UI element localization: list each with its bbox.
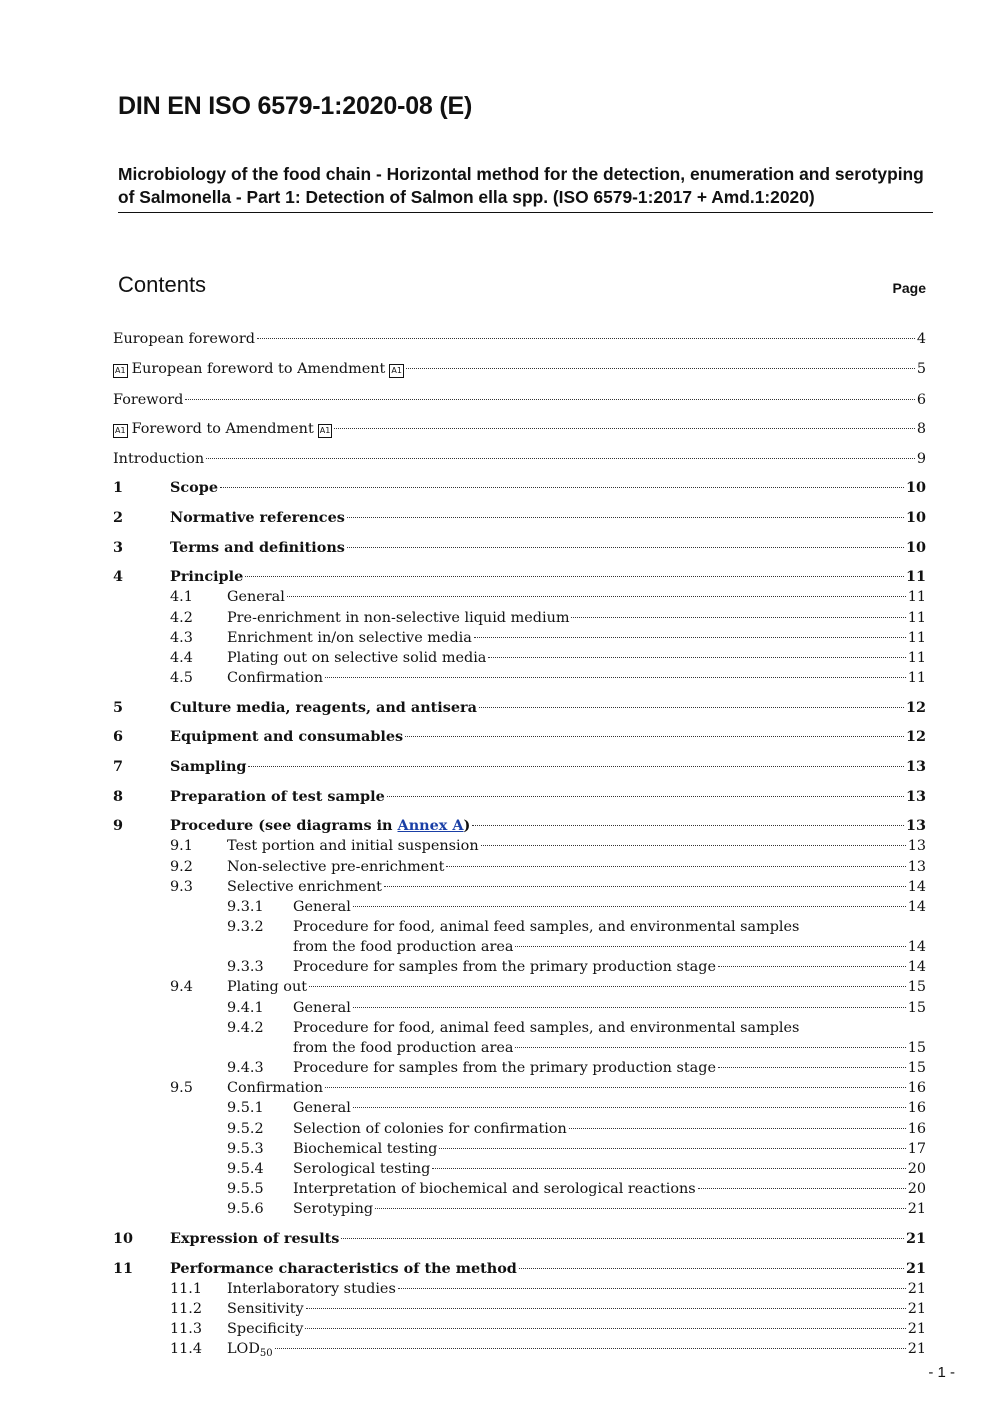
toc-page: 15 bbox=[907, 1060, 926, 1076]
toc-number: 9.5.2 bbox=[227, 1121, 264, 1137]
toc-entry[interactable] bbox=[113, 816, 926, 836]
toc-title: Enrichment in/on selective media bbox=[227, 630, 472, 646]
toc-title bbox=[170, 816, 470, 836]
toc-entry[interactable] bbox=[113, 538, 926, 558]
toc-number: 11.2 bbox=[170, 1301, 203, 1317]
toc-entry[interactable] bbox=[113, 977, 926, 997]
toc-page: 10 bbox=[905, 539, 926, 556]
toc-page: 12 bbox=[905, 728, 926, 745]
toc-entry[interactable] bbox=[113, 917, 926, 937]
toc-page: 10 bbox=[905, 509, 926, 526]
toc-number: 11.1 bbox=[170, 1281, 203, 1297]
toc-entry[interactable] bbox=[113, 1179, 926, 1199]
toc-page: 15 bbox=[907, 1000, 926, 1016]
toc-page: 13 bbox=[905, 788, 926, 805]
toc-number: 11.3 bbox=[170, 1321, 203, 1337]
toc-page: 11 bbox=[907, 589, 926, 605]
toc-title-prefix: Procedure (see diagrams in bbox=[170, 817, 398, 834]
toc-page: 21 bbox=[907, 1281, 926, 1297]
toc-page: 11 bbox=[907, 630, 926, 646]
dot-leader bbox=[446, 866, 905, 867]
toc-number: 9.3.1 bbox=[227, 899, 264, 915]
toc-title: European foreword bbox=[113, 331, 255, 347]
contents-heading: Contents bbox=[118, 272, 207, 297]
toc-page: 6 bbox=[916, 392, 926, 408]
dot-leader bbox=[698, 1188, 906, 1189]
toc-number: 11.4 bbox=[170, 1341, 203, 1357]
toc-number: 9.5.5 bbox=[227, 1181, 264, 1197]
toc-page: 9 bbox=[916, 451, 926, 467]
dot-leader bbox=[479, 707, 904, 708]
toc-number: 4.3 bbox=[170, 630, 193, 646]
toc-entry[interactable] bbox=[113, 1279, 926, 1299]
toc-title: Biochemical testing bbox=[293, 1141, 438, 1157]
dot-leader bbox=[287, 596, 906, 597]
toc-title: Equipment and consumables bbox=[170, 728, 404, 745]
toc-entry[interactable] bbox=[113, 449, 926, 469]
toc-entry[interactable] bbox=[113, 877, 926, 897]
toc-entry[interactable] bbox=[113, 1078, 926, 1098]
toc-title: General bbox=[293, 1100, 351, 1116]
dot-leader bbox=[353, 906, 906, 907]
dot-leader bbox=[571, 617, 905, 618]
toc-number: 9.5.1 bbox=[227, 1100, 264, 1116]
toc-entry[interactable] bbox=[113, 787, 926, 807]
toc-entry[interactable] bbox=[113, 1339, 926, 1359]
toc-page: 11 bbox=[907, 650, 926, 666]
toc-page: 12 bbox=[905, 699, 926, 716]
dot-leader bbox=[347, 547, 904, 548]
toc-title: Terms and definitions bbox=[170, 539, 345, 556]
toc-title: Serotyping bbox=[293, 1201, 374, 1217]
toc-title: Pre-enrichment in non-selective liquid medium bbox=[227, 610, 570, 626]
toc-title-text: LOD bbox=[227, 1341, 260, 1357]
toc-number: 9.5 bbox=[170, 1080, 193, 1096]
toc-title: Expression of results bbox=[170, 1230, 340, 1247]
toc-page: 14 bbox=[907, 939, 926, 955]
toc-number: 10 bbox=[113, 1230, 134, 1247]
toc-entry[interactable] bbox=[113, 1058, 926, 1078]
document-subtitle: Microbiology of the food chain - Horizontal method for the detection, enumeration and serotyping of Salmonella - Part 1: Detection of Salmon ella spp. (ISO 6579-1:2017 + Amd.1:2020) bbox=[118, 163, 933, 213]
toc-title: Confirmation bbox=[227, 670, 323, 686]
toc-entry[interactable] bbox=[113, 567, 926, 587]
toc-number: 9.5.6 bbox=[227, 1201, 264, 1217]
toc-number: 9 bbox=[113, 817, 124, 834]
toc-page: 11 bbox=[907, 670, 926, 686]
toc-entry[interactable] bbox=[113, 478, 926, 498]
toc-entry[interactable] bbox=[113, 1199, 926, 1219]
dot-leader bbox=[353, 1007, 906, 1008]
toc-title: Sampling bbox=[170, 758, 247, 775]
toc-entry-continuation[interactable] bbox=[113, 1038, 926, 1058]
toc-page: 21 bbox=[907, 1341, 926, 1357]
toc-title: Procedure for samples from the primary production stage bbox=[293, 1060, 716, 1076]
toc-page: 15 bbox=[907, 1040, 926, 1056]
dot-leader bbox=[481, 845, 906, 846]
toc-title: Test portion and initial suspension bbox=[227, 838, 479, 854]
toc-title: Introduction bbox=[113, 451, 205, 467]
toc-entry[interactable] bbox=[113, 1259, 926, 1279]
toc-page: 21 bbox=[905, 1260, 926, 1277]
dot-leader bbox=[306, 1308, 906, 1309]
dot-leader bbox=[206, 458, 915, 459]
toc-page: 13 bbox=[907, 838, 926, 854]
toc-entry[interactable] bbox=[113, 329, 926, 349]
toc-title: Foreword to Amendment bbox=[131, 421, 314, 437]
toc-number: 9.4.2 bbox=[227, 1020, 264, 1036]
dot-leader bbox=[185, 399, 915, 400]
toc-title: Serological testing bbox=[293, 1161, 431, 1177]
toc-title: Selective enrichment bbox=[227, 879, 382, 895]
toc-title: Principle bbox=[170, 568, 244, 585]
toc-page: 11 bbox=[905, 568, 926, 585]
dot-leader bbox=[375, 1208, 906, 1209]
toc-title: Procedure for food, animal feed samples, and environmental samples bbox=[293, 1020, 800, 1036]
page-number: - 1 - bbox=[928, 1364, 955, 1381]
toc-entry[interactable] bbox=[113, 1098, 926, 1118]
toc-page: 14 bbox=[907, 959, 926, 975]
dot-leader bbox=[245, 576, 904, 577]
toc-number: 9.1 bbox=[170, 838, 193, 854]
toc-entry[interactable] bbox=[113, 727, 926, 747]
toc-title: General bbox=[293, 899, 351, 915]
dot-leader bbox=[474, 637, 906, 638]
toc-title: Culture media, reagents, and antisera bbox=[170, 699, 477, 716]
toc-number: 9.5.4 bbox=[227, 1161, 264, 1177]
dot-leader bbox=[472, 825, 904, 826]
annex-a-link[interactable]: Annex A bbox=[397, 817, 464, 834]
toc-title: Interpretation of biochemical and serological reactions bbox=[293, 1181, 696, 1197]
dot-leader bbox=[305, 1328, 905, 1329]
toc-page: 21 bbox=[905, 1230, 926, 1247]
toc-number: 2 bbox=[113, 509, 124, 526]
toc-entry[interactable] bbox=[113, 1319, 926, 1339]
dot-leader bbox=[515, 946, 905, 947]
toc-title: Non-selective pre-enrichment bbox=[227, 859, 445, 875]
toc-number: 1 bbox=[113, 479, 124, 496]
toc-entry[interactable] bbox=[113, 698, 926, 718]
toc-title: Plating out bbox=[227, 979, 308, 995]
dot-leader bbox=[569, 1128, 906, 1129]
toc-number: 6 bbox=[113, 728, 124, 745]
toc-number: 9.4.3 bbox=[227, 1060, 264, 1076]
page-column-label: Page bbox=[892, 280, 926, 296]
dot-leader bbox=[718, 966, 906, 967]
dot-leader bbox=[405, 736, 904, 737]
dot-leader bbox=[275, 1348, 906, 1349]
amendment-start-marker: A1 bbox=[113, 424, 128, 438]
toc-page: 4 bbox=[916, 331, 926, 347]
toc-entry[interactable] bbox=[113, 897, 926, 917]
dot-leader bbox=[398, 1288, 906, 1289]
toc-entry[interactable] bbox=[113, 419, 926, 439]
toc-title: Procedure for samples from the primary production stage bbox=[293, 959, 716, 975]
toc-entry[interactable] bbox=[113, 648, 926, 668]
dot-leader bbox=[384, 886, 906, 887]
toc-page: 16 bbox=[907, 1080, 926, 1096]
toc-number: 8 bbox=[113, 788, 124, 805]
toc-number: 9.3.2 bbox=[227, 919, 264, 935]
dot-leader bbox=[519, 1268, 904, 1269]
toc-number: 4.1 bbox=[170, 589, 193, 605]
toc-page: 10 bbox=[905, 479, 926, 496]
dot-leader bbox=[257, 338, 915, 339]
toc-title: Preparation of test sample bbox=[170, 788, 385, 805]
toc-page: 5 bbox=[916, 361, 926, 377]
toc-entry[interactable] bbox=[113, 1119, 926, 1139]
toc-title: Confirmation bbox=[227, 1080, 323, 1096]
toc-entry[interactable] bbox=[113, 998, 926, 1018]
toc-page: 21 bbox=[907, 1321, 926, 1337]
toc-number: 9.3 bbox=[170, 879, 193, 895]
toc-number: 9.2 bbox=[170, 859, 193, 875]
toc-entry[interactable] bbox=[113, 508, 926, 528]
toc-title: Normative references bbox=[170, 509, 345, 526]
toc-title-continuation: from the food production area bbox=[293, 1040, 514, 1056]
dot-leader bbox=[325, 1087, 906, 1088]
toc-page: 21 bbox=[907, 1301, 926, 1317]
document-title: DIN EN ISO 6579-1:2020-08 (E) bbox=[118, 92, 473, 120]
dot-leader bbox=[406, 368, 915, 369]
toc-title: Plating out on selective solid media bbox=[227, 650, 487, 666]
toc-title: Foreword bbox=[113, 392, 184, 408]
dot-leader bbox=[334, 428, 915, 429]
toc-entry[interactable] bbox=[113, 957, 926, 977]
toc-entry[interactable] bbox=[113, 857, 926, 877]
toc-entry-continuation[interactable] bbox=[113, 937, 926, 957]
dot-leader bbox=[325, 677, 906, 678]
toc-page: 8 bbox=[916, 421, 926, 437]
toc-title: Procedure for food, animal feed samples, and environmental samples bbox=[293, 919, 800, 935]
amendment-end-marker: A1 bbox=[389, 364, 404, 378]
toc-number: 4.4 bbox=[170, 650, 193, 666]
amendment-start-marker: A1 bbox=[113, 364, 128, 378]
toc-entry[interactable] bbox=[113, 757, 926, 777]
toc-page: 13 bbox=[905, 817, 926, 834]
toc-page: 17 bbox=[907, 1141, 926, 1157]
toc-page: 14 bbox=[907, 899, 926, 915]
toc-number: 9.3.3 bbox=[227, 959, 264, 975]
toc-entry[interactable] bbox=[113, 668, 926, 688]
toc-title-subscript: 50 bbox=[259, 1348, 273, 1359]
dot-leader bbox=[432, 1168, 905, 1169]
toc-page: 20 bbox=[907, 1181, 926, 1197]
toc-title: Scope bbox=[170, 479, 218, 496]
toc-title-continuation: from the food production area bbox=[293, 939, 514, 955]
toc-number: 5 bbox=[113, 699, 124, 716]
dot-leader bbox=[309, 986, 906, 987]
toc-number: 11 bbox=[113, 1260, 134, 1277]
toc-page: 14 bbox=[907, 879, 926, 895]
toc-title: Specificity bbox=[227, 1321, 304, 1337]
dot-leader bbox=[387, 796, 904, 797]
toc-number: 4.2 bbox=[170, 610, 193, 626]
toc-entry[interactable] bbox=[113, 1139, 926, 1159]
toc-title: Interlaboratory studies bbox=[227, 1281, 396, 1297]
toc-page: 13 bbox=[907, 859, 926, 875]
toc-page: 16 bbox=[907, 1121, 926, 1137]
toc-title-suffix: ) bbox=[463, 817, 471, 834]
toc-entry[interactable] bbox=[113, 587, 926, 607]
toc-page: 16 bbox=[907, 1100, 926, 1116]
toc-number: 4 bbox=[113, 568, 124, 585]
dot-leader bbox=[341, 1238, 904, 1239]
amendment-end-marker: A1 bbox=[318, 424, 333, 438]
toc-page: 11 bbox=[907, 610, 926, 626]
dot-leader bbox=[515, 1047, 905, 1048]
toc-number: 9.4 bbox=[170, 979, 193, 995]
toc-entry[interactable] bbox=[113, 608, 926, 628]
toc-entry[interactable] bbox=[113, 1299, 926, 1319]
dot-leader bbox=[353, 1107, 906, 1108]
toc-title: General bbox=[293, 1000, 351, 1016]
toc-title: Sensitivity bbox=[227, 1301, 304, 1317]
toc-title: Selection of colonies for confirmation bbox=[293, 1121, 567, 1137]
toc-number: 7 bbox=[113, 758, 124, 775]
toc-title bbox=[227, 1339, 273, 1364]
toc-entry[interactable] bbox=[113, 390, 926, 410]
dot-leader bbox=[248, 766, 904, 767]
toc-title: Performance characteristics of the method bbox=[170, 1260, 517, 1277]
toc-entry[interactable] bbox=[113, 1229, 926, 1249]
toc-entry[interactable] bbox=[113, 836, 926, 856]
toc-number: 9.5.3 bbox=[227, 1141, 264, 1157]
toc-title: European foreword to Amendment bbox=[131, 361, 386, 377]
dot-leader bbox=[439, 1148, 905, 1149]
toc-number: 3 bbox=[113, 539, 124, 556]
dot-leader bbox=[347, 517, 904, 518]
dot-leader bbox=[488, 657, 905, 658]
toc-number: 9.4.1 bbox=[227, 1000, 264, 1016]
toc-page: 20 bbox=[907, 1161, 926, 1177]
toc-page: 21 bbox=[907, 1201, 926, 1217]
toc-page: 15 bbox=[907, 979, 926, 995]
toc-entry[interactable] bbox=[113, 359, 926, 379]
toc-page: 13 bbox=[905, 758, 926, 775]
toc-entry[interactable] bbox=[113, 1018, 926, 1038]
toc-entry[interactable] bbox=[113, 628, 926, 648]
toc-number: 4.5 bbox=[170, 670, 193, 686]
toc-entry[interactable] bbox=[113, 1159, 926, 1179]
toc-title: General bbox=[227, 589, 285, 605]
dot-leader bbox=[718, 1067, 906, 1068]
dot-leader bbox=[220, 487, 904, 488]
